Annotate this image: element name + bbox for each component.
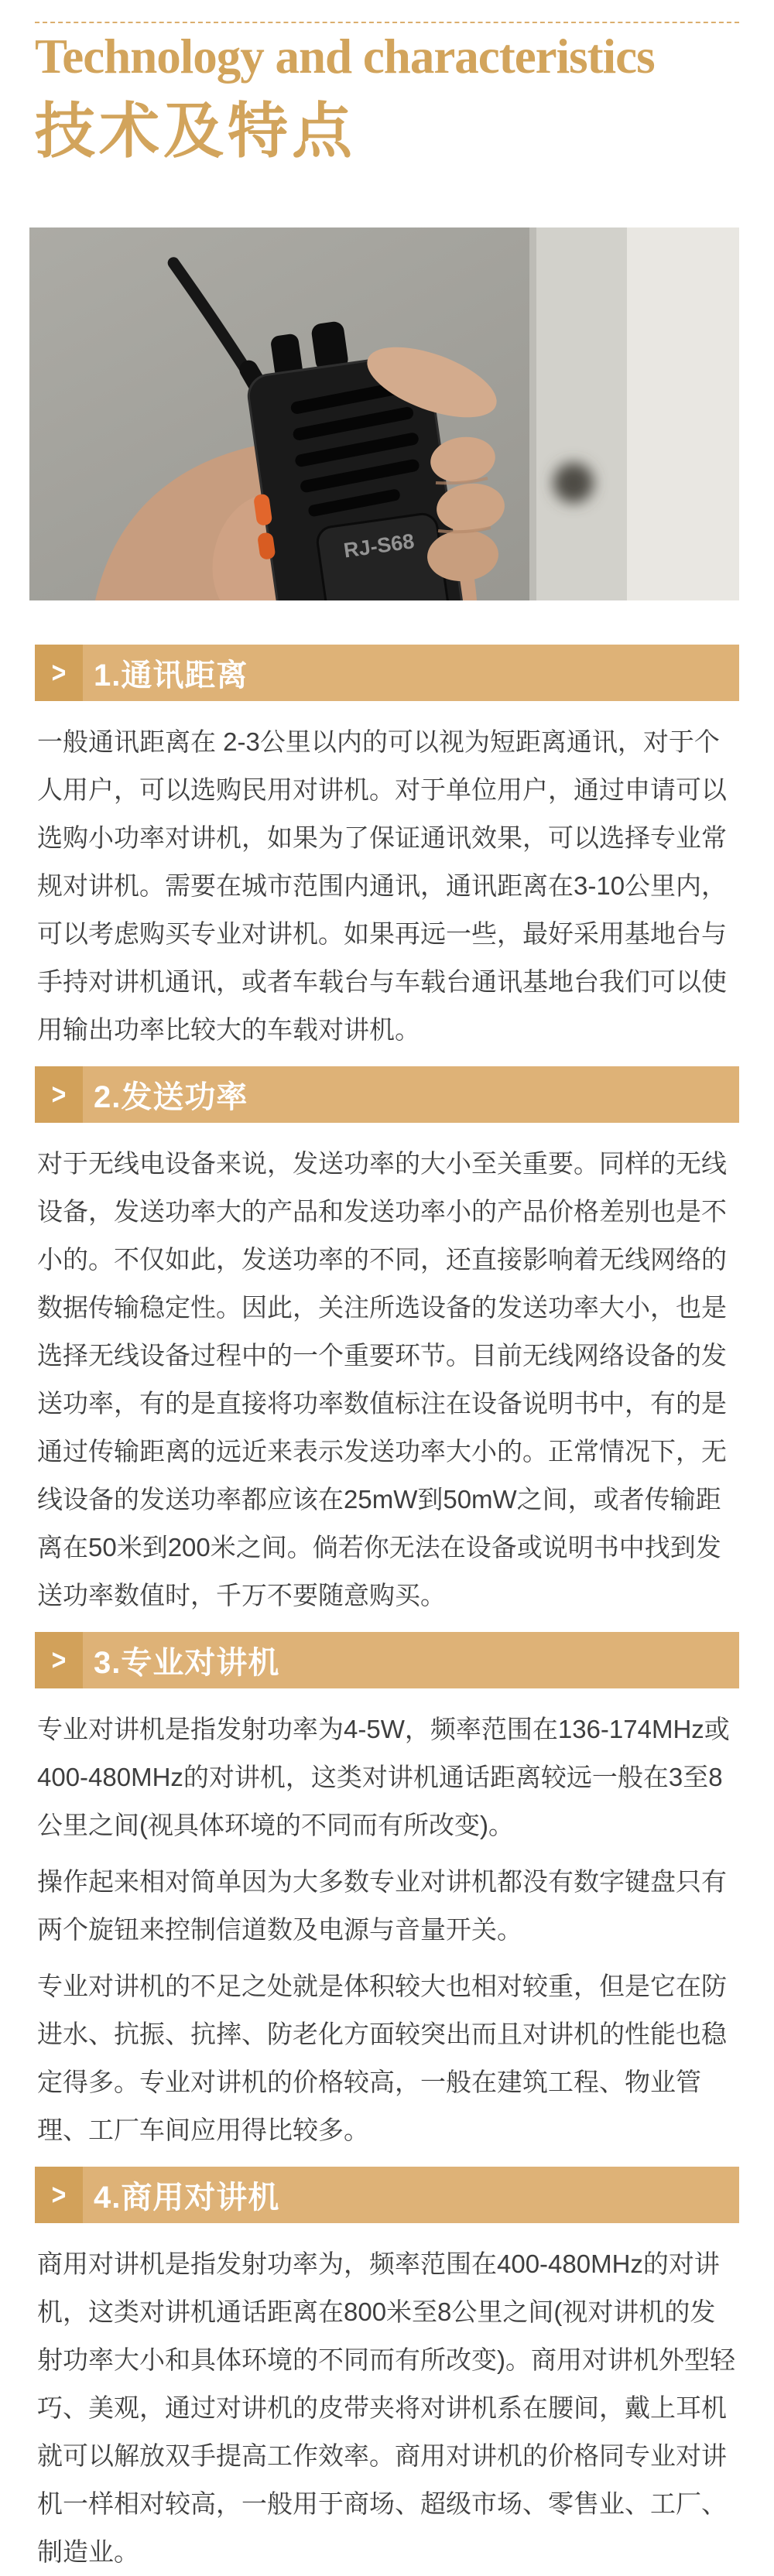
- paragraph: 专业对讲机的不足之处就是体积较大也相对较重，但是它在防进水、抗振、抗摔、防老化方面较突出而且对讲机的性能也稳定得多。专业对讲机的价格较高，一般在建筑工程、物业管理、工厂车间应用得比较多。: [37, 1972, 727, 2144]
- paragraph: 商用对讲机是指发射功率为，频率范围在400-480MHz的对讲机，这类对讲机通话距离在800米至8公里之间(视对讲机的发射功率大小和具体环境的不同而有所改变)。商用对讲机外型轻巧、美观，通过对讲机的皮带夹将对讲机系在腰间，戴上耳机就可以解放双手提高工作效率。商用对讲机的价格同专业对讲机一样相对较高，一般用于商场、超级市场、零售业、工厂、制造业。: [37, 2249, 735, 2566]
- section-header-bar: [35, 2167, 739, 2223]
- chevron-box: [35, 2167, 83, 2223]
- section-professional-radio: [35, 1632, 739, 2154]
- chevron-right-icon: >: [51, 2177, 67, 2212]
- section-title: 1.通讯距离: [94, 659, 248, 693]
- section-commercial-radio: [35, 2167, 739, 2576]
- wall-panel-light: [627, 227, 739, 600]
- chevron-box: [35, 1066, 83, 1123]
- chevron-right-icon: >: [51, 1077, 67, 1111]
- section-transmit-power: [35, 1066, 739, 1620]
- section-title: 2.发送功率: [94, 1080, 248, 1114]
- section-title: 4.商用对讲机: [94, 2181, 280, 2215]
- paragraph: 专业对讲机是指发射功率为4-5W，频率范围在136-174MHz或400-480MHz的对讲机，这类对讲机通话距离较远一般在3至8公里之间(视具体环境的不同而有所改变)。: [37, 1715, 730, 1839]
- section-header-bar: [35, 645, 739, 701]
- chevron-right-icon: >: [51, 655, 67, 689]
- chevron-box: [35, 645, 83, 701]
- chevron-right-icon: >: [51, 1643, 67, 1677]
- paragraph: 操作起来相对简单因为大多数专业对讲机都没有数字键盘只有两个旋钮来控制信道数及电源与音量开关。: [37, 1867, 727, 1944]
- door-knob-blur: [553, 463, 594, 503]
- paragraph: 一般通讯距离在 2-3公里以内的可以视为短距离通讯，对于个人用户，可以选购民用对讲机。对于单位用户，通过申请可以选购小功率对讲机，如果为了保证通讯效果，可以选择专业常规对讲机。需要在城市范围内通讯，通讯距离在3-10公里内，可以考虑购买专业对讲机。如果再远一些，最好采用基地台与手持对讲机通讯，或者车载台与车载台通讯基地台我们可以使用输出功率比较大的车载对讲机。: [37, 727, 728, 1044]
- section-body: [35, 701, 739, 1054]
- section-header-bar: [35, 1066, 739, 1123]
- device-model-label: RJ-S68: [342, 529, 416, 563]
- section-body: [35, 2223, 739, 2576]
- wall-edge: [529, 227, 536, 600]
- section-header-bar: [35, 1632, 739, 1688]
- section-body: [35, 1688, 739, 2154]
- section-communication-distance: [35, 645, 739, 1054]
- chevron-box: [35, 1632, 83, 1688]
- page-title-en: Technology and characteristics: [35, 29, 655, 84]
- product-photo: [29, 227, 739, 600]
- section-body: [35, 1123, 739, 1620]
- paragraph: 对于无线电设备来说，发送功率的大小至关重要。同样的无线设备，发送功率大的产品和发送功率小的产品价格差别也是不小的。不仅如此，发送功率的不同，还直接影响着无线网络的数据传输稳定性。因此，关注所选设备的发送功率大小，也是选择无线设备过程中的一个重要环节。目前无线网络设备的发送功率，有的是直接将功率数值标注在设备说明书中，有的是通过传输距离的远近来表示发送功率大小的。正常情况下，无线设备的发送功率都应该在25mW到50mW之间，或者传输距离在50米到200米之间。倘若你无法在设备或说明书中找到发送功率数值时，千万不要随意购买。: [37, 1149, 727, 1610]
- walkie-talkie-photo: [29, 227, 739, 600]
- page-title-zh: 技术及特点: [35, 97, 357, 165]
- page-header: [35, 22, 739, 167]
- section-title: 3.专业对讲机: [94, 1646, 280, 1680]
